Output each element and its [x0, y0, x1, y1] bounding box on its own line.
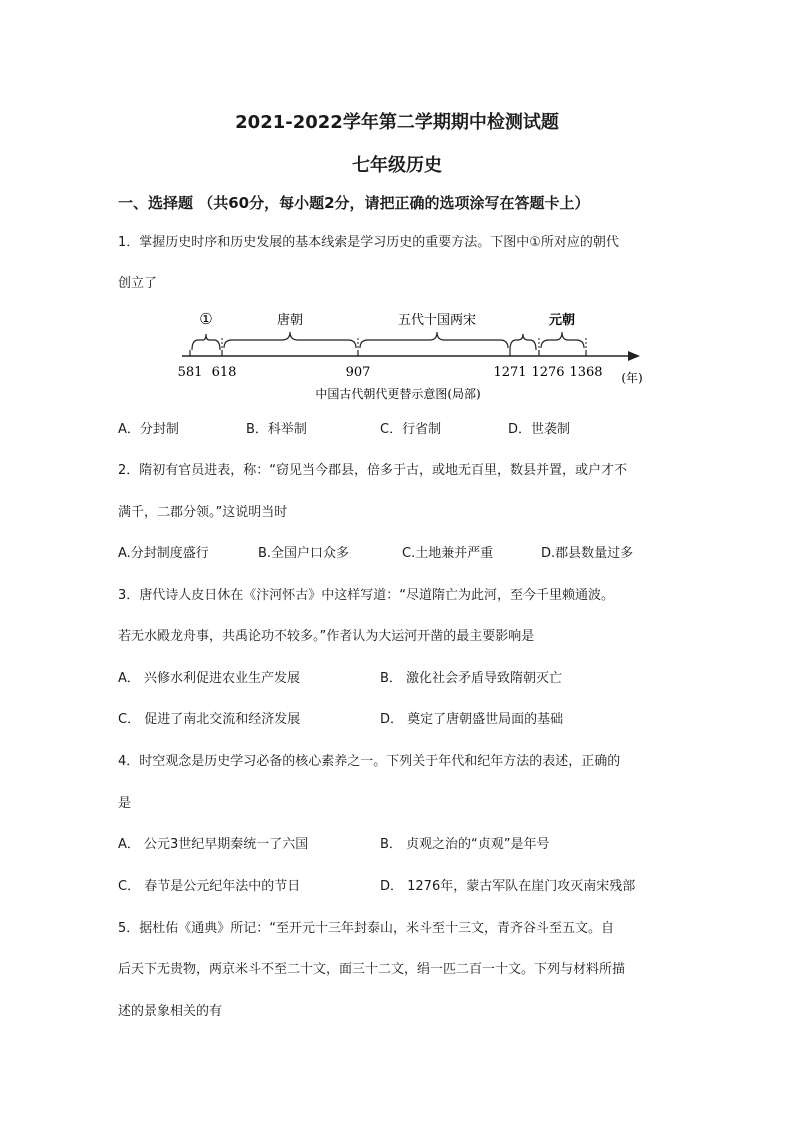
q2-option-a: A.分封制度盛行: [118, 546, 209, 561]
q1-option-c: C．行省制: [380, 422, 442, 437]
timeline-diagram: [170, 302, 660, 406]
q2-option-d: D.郡县数量过多: [541, 546, 634, 561]
brace-wudai: [360, 332, 508, 348]
tick-label: 618: [211, 365, 237, 380]
tick-label: 1368: [569, 365, 603, 380]
label-yuan: 元朝: [548, 313, 576, 328]
brace-tang: [224, 332, 356, 348]
q1-option-d: D．世袭制: [508, 422, 571, 437]
label-tang: 唐朝: [276, 313, 304, 328]
q4-option-c: C． 春节是公元纪年法中的节日: [118, 879, 301, 894]
q5-line2: 后天下无贵物，两京米斗不至二十文，面三十二文，绢一匹二百一十文。下列与材料所描: [118, 962, 626, 977]
q2-line1: 2．隋初有官员进表，称：“窃见当今郡县，倍多于古，或地无百里，数县并置，或户才不: [118, 463, 628, 478]
q1-line1: 1．掌握历史时序和历史发展的基本线索是学习历史的重要方法。下图中①所对应的朝代: [118, 235, 619, 250]
q3-line2: 若无水殿龙舟事，共禹论功不较多。”作者认为大运河开凿的最主要影响是: [118, 629, 535, 644]
brace-wudai-end: [510, 334, 536, 350]
q3-option-d: D． 奠定了唐朝盛世局面的基础: [380, 712, 564, 727]
tick-label: 1276: [531, 365, 565, 380]
q1-line2: 创立了: [118, 276, 158, 291]
q4-option-a: A． 公元3世纪早期秦统一了六国: [118, 837, 309, 852]
q5-line3: 述的景象相关的有: [118, 1004, 223, 1019]
q3-line1: 3．唐代诗人皮日休在《汴河怀古》中这样写道：“尽道隋亡为此河，至今千里赖通波。: [118, 588, 615, 603]
brace-yuan: [541, 332, 584, 348]
section-title: 一、选择题 （共60分，每小题2分，请把正确的选项涂写在答题卡上）: [118, 194, 590, 212]
label-circle: ①: [199, 310, 213, 328]
q2-line2: 满千，二郡分领。”这说明当时: [118, 505, 288, 520]
q2-option-b: B.全国户口众多: [258, 546, 350, 561]
label-wudai: 五代十国两宋: [397, 313, 477, 328]
q3-option-b: B． 激化社会矛盾导致隋朝灭亡: [380, 671, 563, 686]
q2-option-c: C.土地兼并严重: [402, 546, 494, 561]
exam-subtitle: 七年级历史: [352, 155, 442, 176]
q4-line1: 4．时空观念是历史学习必备的核心素养之一。下列关于年代和纪年方法的表述，正确的: [118, 754, 621, 769]
tick-label: 907: [345, 365, 371, 380]
timeline-caption: 中国古代朝代更替示意图(局部): [315, 387, 481, 401]
q4-option-d: D． 1276年，蒙古军队在崖门攻灭南宋残部: [380, 879, 636, 894]
unit-label: (年): [621, 371, 643, 385]
q4-option-b: B． 贞观之治的“贞观”是年号: [380, 837, 550, 852]
q1-option-a: A．分封制: [118, 422, 179, 437]
q3-option-c: C． 促进了南北交流和经济发展: [118, 712, 301, 727]
exam-title: 2021-2022学年第二学期期中检测试题: [235, 112, 559, 133]
tick-label: 581: [177, 365, 203, 380]
tick-label: 1271: [493, 365, 527, 380]
q4-line2: 是: [118, 796, 132, 811]
q1-option-b: B．科举制: [246, 422, 307, 437]
q3-option-a: A． 兴修水利促进农业生产发展: [118, 671, 301, 686]
brace-circle: [192, 334, 220, 350]
q5-line1: 5．据杜佑《通典》所记：“至开元十三年封泰山，米斗至十三文，青齐谷斗至五文。自: [118, 921, 615, 936]
